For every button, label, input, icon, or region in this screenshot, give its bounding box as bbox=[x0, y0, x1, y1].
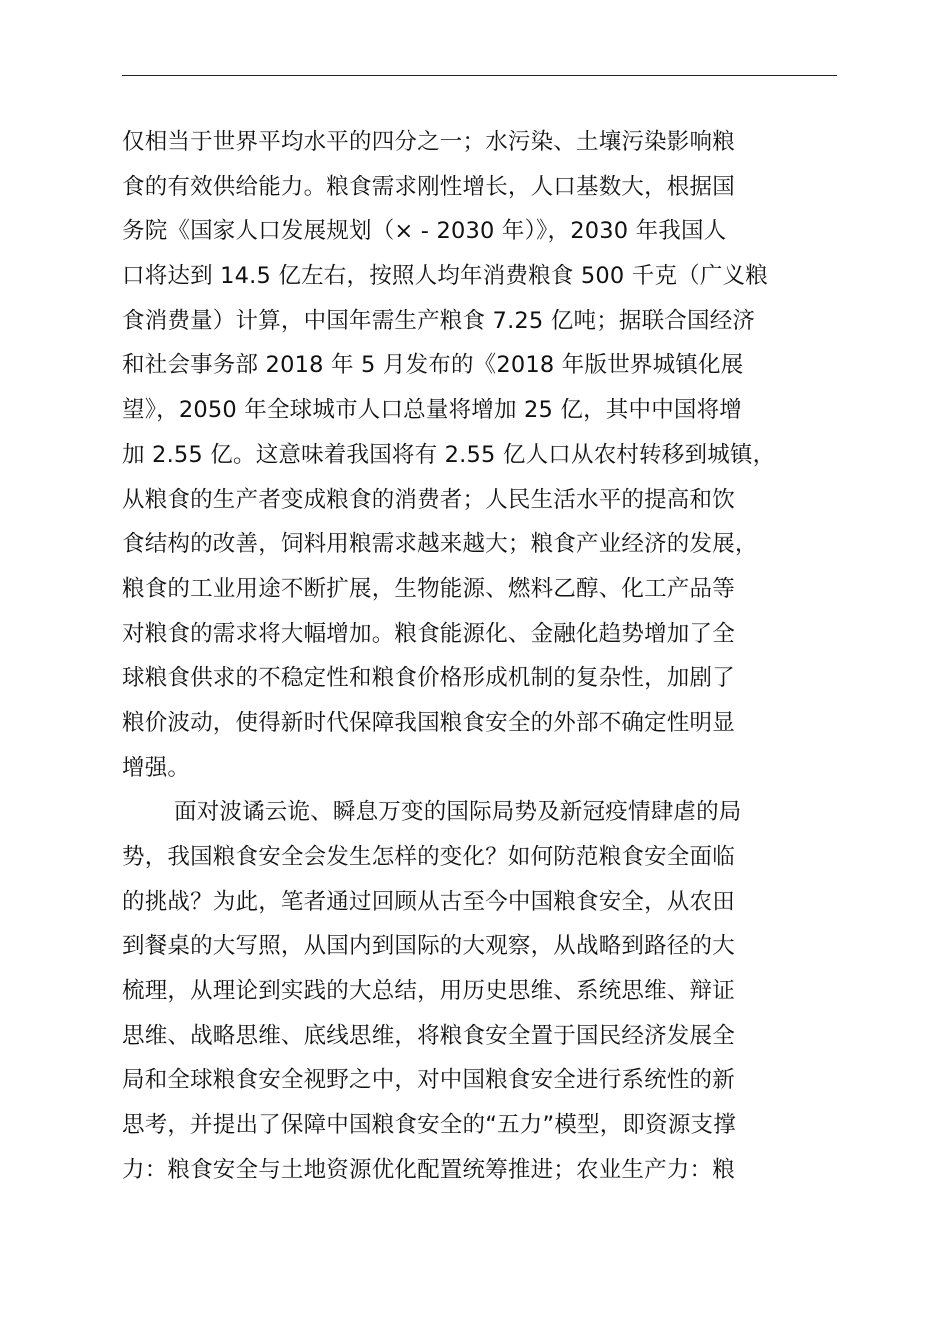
text-line: 局和全球粮食安全视野之中，对中国粮食安全进行系统性的新 bbox=[122, 1067, 735, 1094]
text-line: 思考，并提出了保障中国粮食安全的“五力”模型，即资源支撑 bbox=[122, 1112, 736, 1139]
paragraph-1 bbox=[122, 120, 852, 790]
text-line: 势，我国粮食安全会发生怎样的变化？如何防范粮食安全面临 bbox=[122, 844, 735, 870]
text-line: 食消费量）计算，中国年需生产粮食 7.25 亿吨；据联合国经济 bbox=[122, 307, 756, 334]
text-line: 球粮食供求的不稳定性和粮食价格形成机制的复杂性，加剧了 bbox=[122, 665, 735, 692]
text-line: 的挑战？为此，笔者通过回顾从古至今中国粮食安全，从农田 bbox=[122, 888, 735, 915]
text-line: 务院《国家人口发展规划（× - 2030 年）》，2030 年我国人 bbox=[122, 218, 727, 245]
text-line: 食结构的改善，饲料用粮需求越来越大；粮食产业经济的发展， bbox=[122, 531, 758, 558]
text-line: 到餐桌的大写照，从国内到国际的大观察，从战略到路径的大 bbox=[122, 933, 735, 960]
body-text bbox=[122, 120, 852, 1193]
text-line: 食的有效供给能力。粮食需求刚性增长，人口基数大，根据国 bbox=[122, 173, 735, 200]
text-line: 粮食的工业用途不断扩展，生物能源、燃料乙醇、化工产品等 bbox=[122, 575, 735, 602]
text-line: 加 2.55 亿。这意味着我国将有 2.55 亿人口从农村转移到城镇， bbox=[122, 441, 776, 468]
header-rule bbox=[122, 75, 837, 76]
text-line: 望》，2050 年全球城市人口总量将增加 25 亿，其中中国将增 bbox=[122, 397, 742, 424]
text-line: 粮价波动，使得新时代保障我国粮食安全的外部不确定性明显 bbox=[122, 709, 735, 736]
text-line: 力：粮食安全与土地资源优化配置统筹推进；农业生产力：粮 bbox=[122, 1156, 735, 1183]
text-line: 和社会事务部 2018 年 5 月发布的《2018 年版世界城镇化展 bbox=[122, 352, 744, 379]
paragraph-2 bbox=[122, 790, 852, 1192]
text-line: 口将达到 14.5 亿左右，按照人均年消费粮食 500 千克（广义粮 bbox=[122, 263, 768, 290]
text-line: 从粮食的生产者变成粮食的消费者；人民生活水平的提高和饮 bbox=[122, 486, 735, 513]
text-line: 仅相当于世界平均水平的四分之一；水污染、土壤污染影响粮 bbox=[122, 129, 735, 155]
text-line: 对粮食的需求将大幅增加。粮食能源化、金融化趋势增加了全 bbox=[122, 620, 735, 647]
text-line: 面对波谲云诡、瞬息万变的国际局势及新冠疫情肆虐的局 bbox=[174, 799, 742, 826]
text-line: 梳理，从理论到实践的大总结，用历史思维、系统思维、辩证 bbox=[122, 978, 735, 1005]
text-line: 思维、战略思维、底线思维，将粮食安全置于国民经济发展全 bbox=[122, 1022, 735, 1049]
text-line: 增强。 bbox=[122, 754, 191, 781]
